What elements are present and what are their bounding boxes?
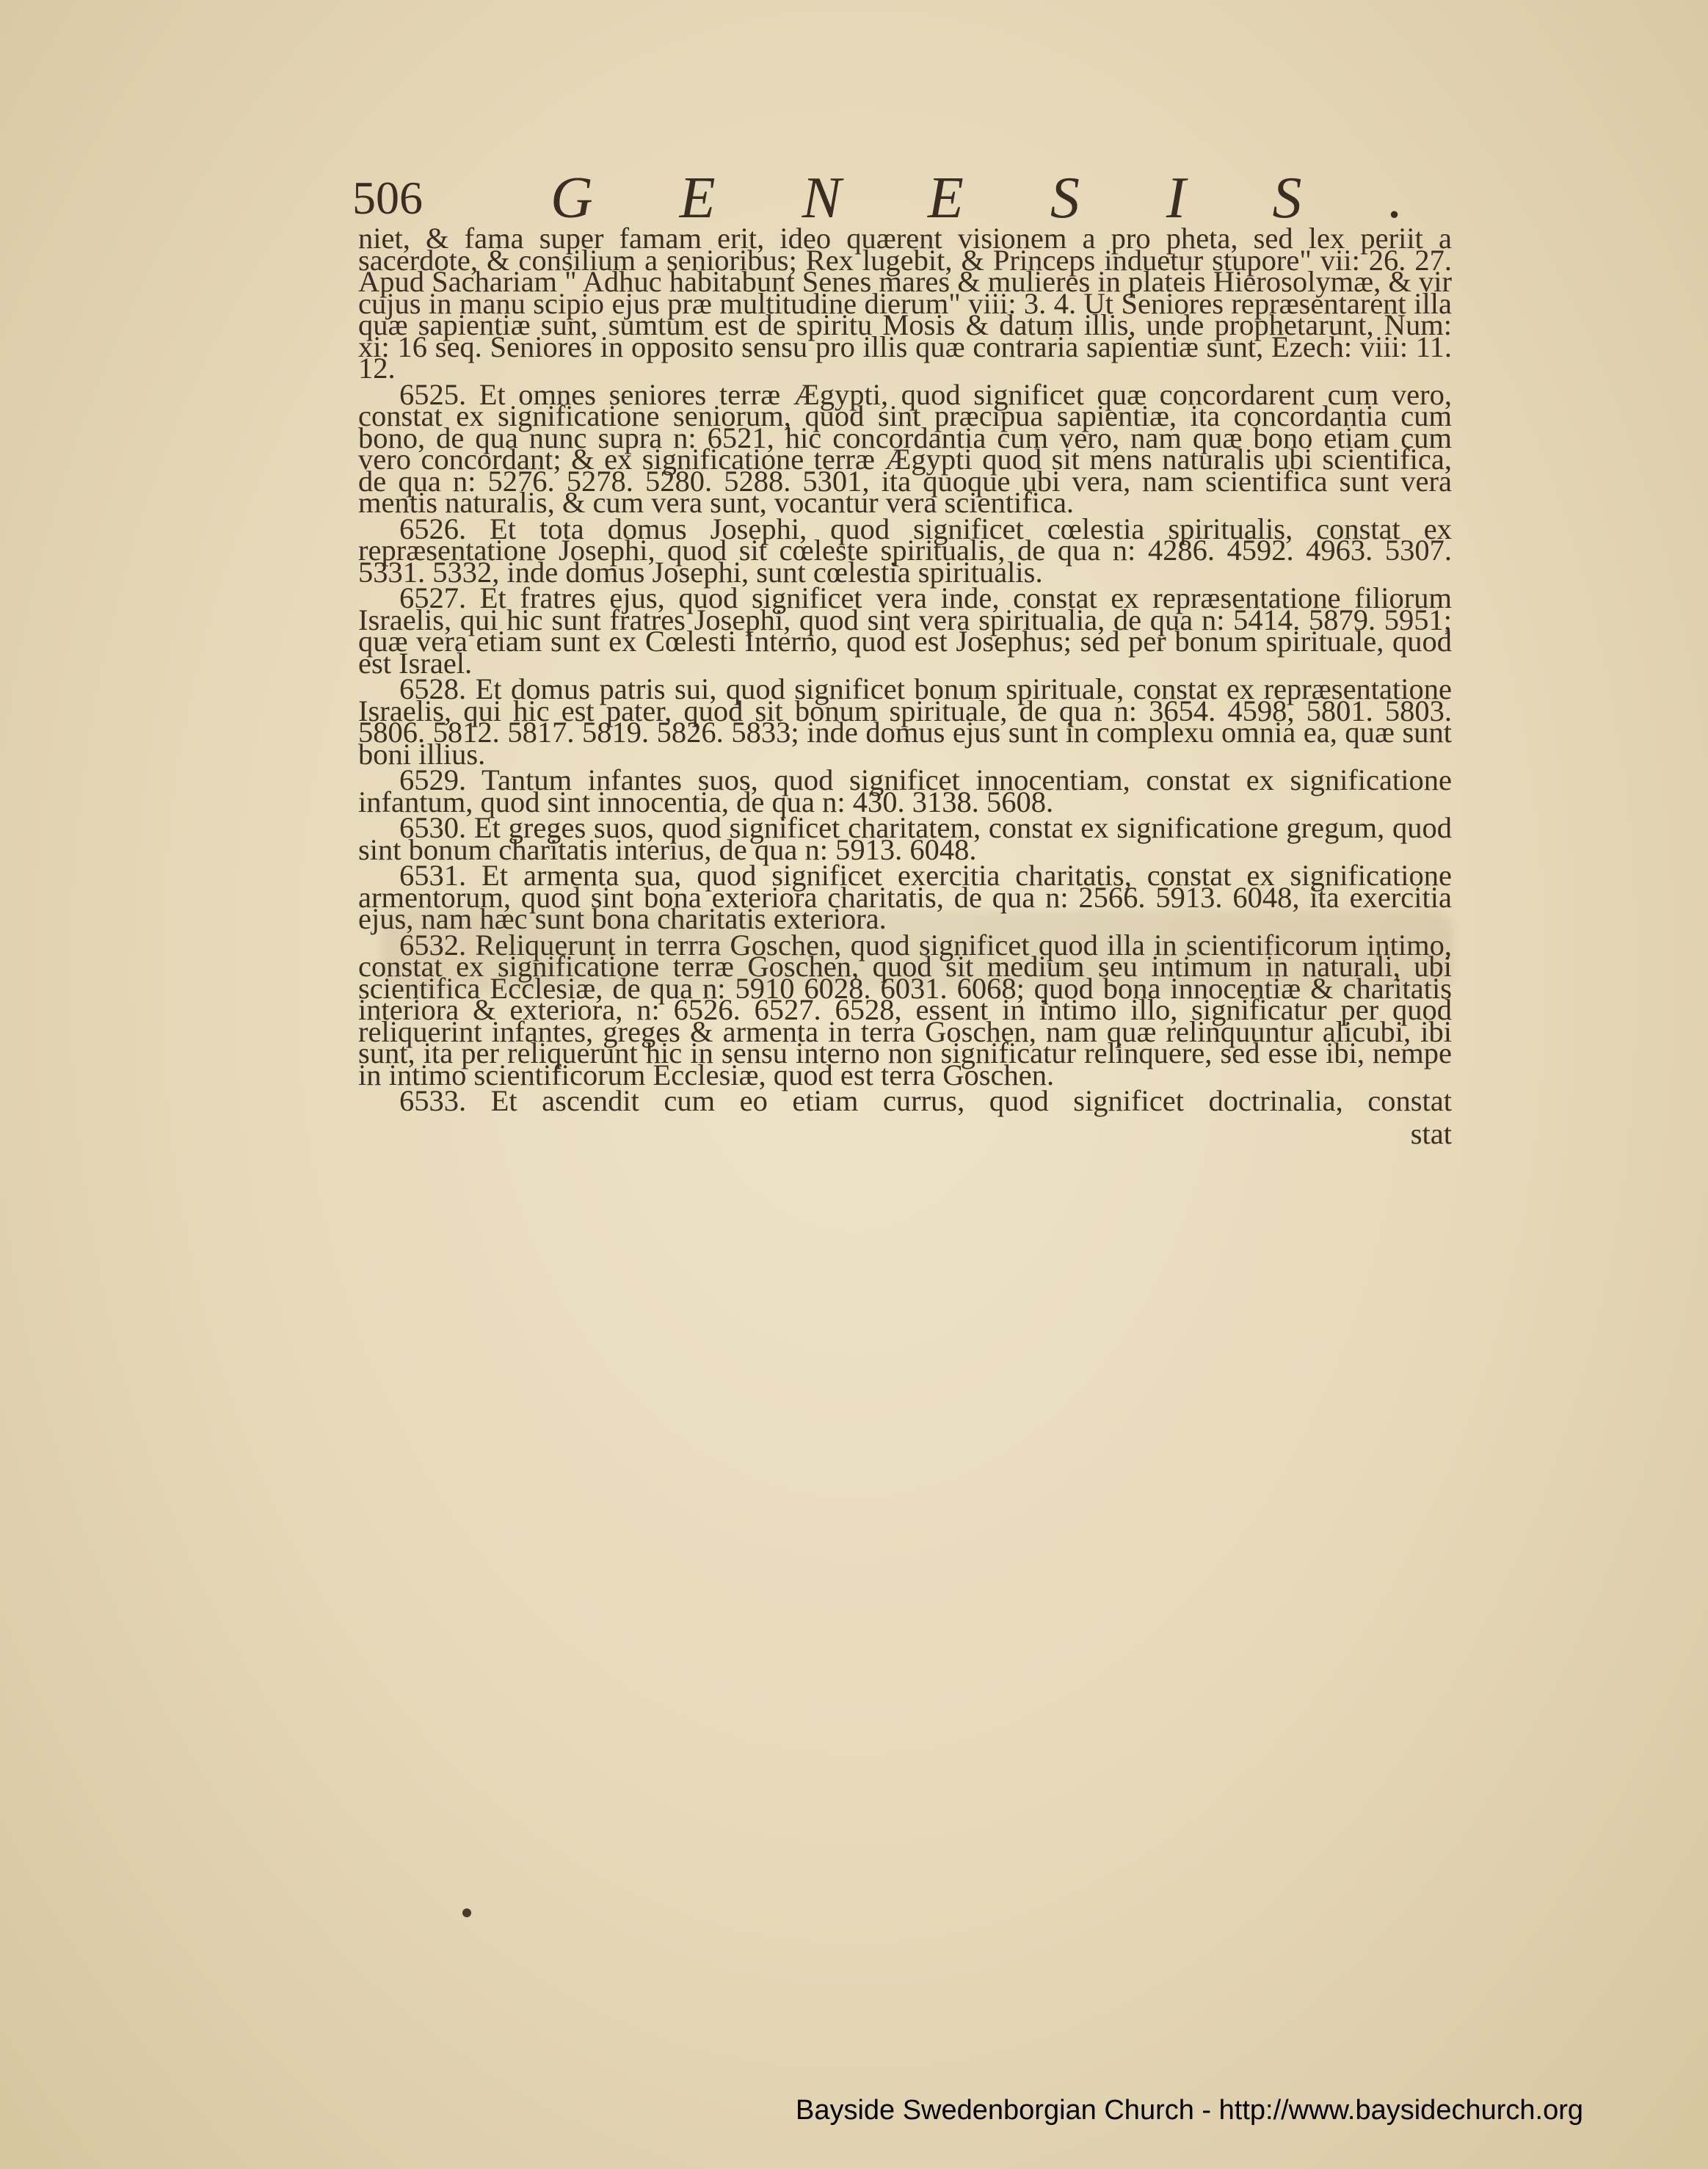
paragraph-6528: 6528. Et domus patris sui, quod significet bonum spirituale, constat ex repræsentatione Israelis, qui hic est pater, quod sit bonum spirituale, de qua n: 3654. 4598, 5801. 5803. 5806. 5812. 5817. 5819. 5826. 5833; inde domus ejus sunt in complexu omnia ea, quæ sunt boni illius. <box>358 672 1452 771</box>
paragraph-6526: 6526. Et tota domus Josephi, quod significet cœlestia spiritualis, constat ex repræsentatione Josephi, quod sit cœleste spiritualis, de qua n: 4286. 4592. 4963. 5307. 5331. 5332, inde domus Josephi, sunt cœlestia spiritualis. <box>358 512 1452 589</box>
paragraph-continued: niet, & fama super famam erit, ideo quærent visionem a pro pheta, sed lex periit a sacerdote, & consilium a senioribus; Rex lugebit, & Princeps induetur stupore" vii: 26. 27. Apud Sachariam " Adhuc habitabunt Senes mares & mulieres in plateis Hierosolymæ, & vir cujus in manu scipio ejus præ multitudine dierum" viii: 3. 4. Ut Seniores repræsentarent illa quæ sapientiæ sunt, sumtum est de spiritu Mosis & datum illis, unde prophetarunt, Num: xi: 16 seq. Seniores in opposito sensu pro illis quæ contraria sapientiæ sunt, Ezech: viii: 11. 12. <box>358 222 1452 385</box>
paragraph-6525: 6525. Et omnes seniores terræ Ægypti, quod significet quæ concordarent cum vero, constat ex significatione seniorum, quod sint præcipua sapientiæ, ita concordantia cum bono, de qua nunc supra n: 6521, hic concordantia cum vero, nam quæ bono etiam cum vero concordant; & ex significatione terræ Ægypti quod sit mens naturalis ubi scientifica, de qua n: 5276. 5278. 5280. 5288. 5301, ita quoque ubi vera, nam scientifica sunt vera mentis naturalis, & cum vera sunt, vocantur vera scientifica. <box>358 377 1452 519</box>
paragraph-6527: 6527. Et fratres ejus, quod significet vera inde, constat ex repræsentatione filiorum Israelis, qui hic sunt fratres Josephi, quod sint vera spiritualia, de qua n: 5414. 5879. 5951; quæ vera etiam sunt ex Cœlesti Interno, quod est Josephus; sed per bonum spirituale, quod est Israel. <box>358 581 1452 680</box>
footer-credit: Bayside Swedenborgian Church - http://www.baysidechurch.org <box>795 2095 1583 2126</box>
page-number: 506 <box>352 172 423 224</box>
ink-spot <box>462 1908 471 1917</box>
paragraph-6530: 6530. Et greges suos, quod significet charitatem, constat ex significatione gregum, quod sint bonum charitatis interius, de qua n: 5913. 6048. <box>358 811 1452 866</box>
paragraph-6529: 6529. Tantum infantes suos, quod significet innocentiam, constat ex significatione infantum, quod sint innocentia, de qua n: 430. 3138. 5608. <box>358 763 1452 818</box>
paragraph-6533: 6533. Et ascendit cum eo etiam currus, quod significet doctrinalia, constat <box>399 1084 1452 1117</box>
paragraph-6531: 6531. Et armenta sua, quod significet exercitia charitatis, constat ex significatione armentorum, quod sint bona exteriora charitatis, de qua n: 2566. 5913. 6048, ita exercitia ejus, nam hæc sunt bona charitatis exteriora. <box>358 859 1452 935</box>
catchword: stat <box>1410 1116 1452 1150</box>
paragraph-6532: 6532. Reliquerunt in terrra Goschen, quod significet quod illa in scientificorum intimo, constat ex significatione terræ Goschen, quod sit medium seu intimum in naturali, ubi scientifica Ecclesiæ, de qua n: 5910 6028. 6031. 6068; quod bona innocentiæ & charitatis interiora & exteriora, n: 6526. 6527. 6528, essent in intimo illo, significatur per quod reliquerint infantes, greges & armenta in terra Goschen, nam quæ relinquuntur alicubi, ibi sunt, ita per reliquerunt hic in sensu interno non significatur relinquere, sed esse ibi, nempe in intimo scientificorum Ecclesiæ, quod est terra Goschen. <box>358 928 1452 1091</box>
text-body <box>358 222 1452 1151</box>
running-title: GENESIS. <box>550 166 1490 230</box>
